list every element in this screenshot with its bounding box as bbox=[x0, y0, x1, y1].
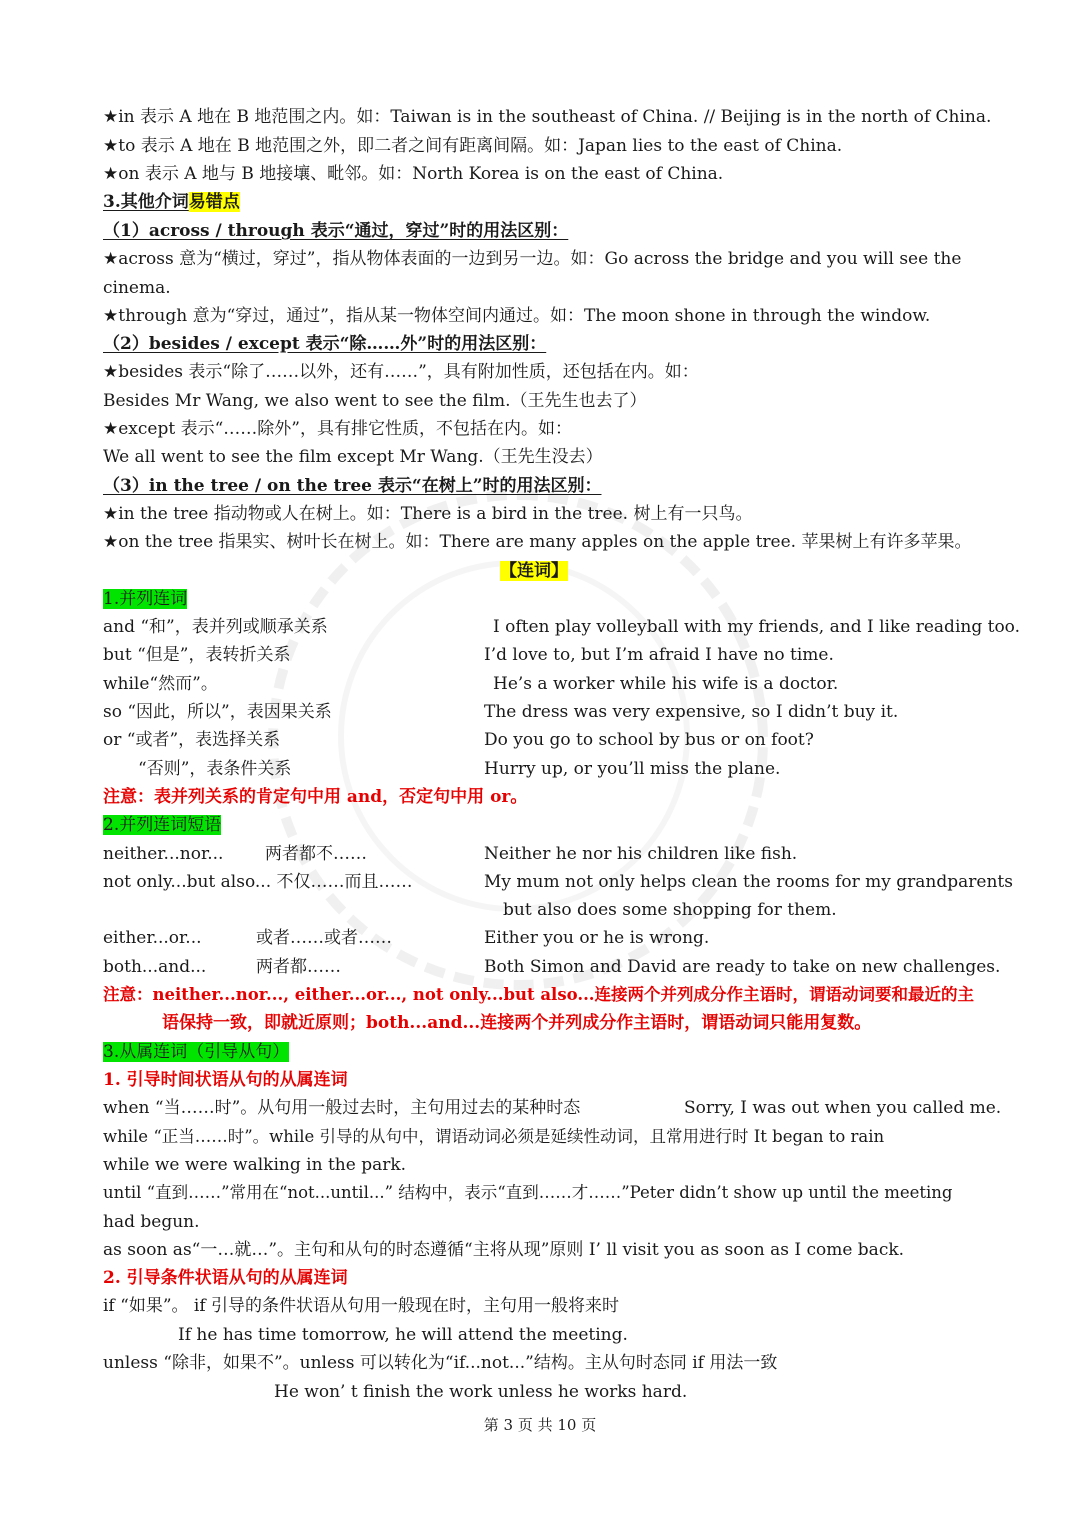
phrase-example: but also does some shopping for them. bbox=[503, 900, 837, 920]
text-line: ★in the tree 指动物或人在树上。如：There is a bird in the tree. 树上有一只鸟。 bbox=[103, 504, 753, 524]
text-line: as soon as“一…就…”。主句和从句的时态遵循“主将从现”原则 I’ ll visit you as soon as I come back. bbox=[103, 1240, 905, 1260]
text-line: when “当……时”。从句用一般过去时，主句用过去的某种时态 bbox=[103, 1098, 581, 1118]
phrase-row: either...or... bbox=[103, 928, 202, 948]
phrase-row: neither...nor... bbox=[103, 844, 224, 864]
text-example: Sorry, I was out when you called me. bbox=[684, 1098, 1002, 1118]
text-line: We all went to see the film except Mr Wang.（王先生没去） bbox=[103, 447, 603, 467]
phrase-example: My mum not only helps clean the rooms for my grandparents bbox=[484, 872, 1013, 892]
conj-row: or “或者”，表选择关系 bbox=[103, 730, 281, 750]
section-heading-3: 3.其他介词易错点 bbox=[103, 192, 240, 212]
text-line: until “直到……”常用在“not...until...” 结构中，表示“直到……才……”Peter didn’t show up until the meeting bbox=[103, 1183, 953, 1202]
phrase-example: Both Simon and David are ready to take on new challenges. bbox=[484, 957, 1001, 977]
subheading-across-through: （1）across / through 表示“通过，穿过”时的用法区别： bbox=[103, 221, 569, 241]
section-heading-2: 2.并列连词短语 bbox=[103, 815, 222, 835]
section-heading-3-sub: 3.从属连词（引导从句） bbox=[103, 1042, 290, 1062]
note-proximity-cont: 语保持一致，即就近原则；both...and...连接两个并列成分作主语时，谓语动词只能用复数。 bbox=[162, 1013, 872, 1033]
text-line: ★except 表示“……除外”，具有排它性质，不包括在内。如： bbox=[103, 419, 572, 439]
text-line: unless “除非，如果不”。unless 可以转化为“if...not...”结构。主从句时态同 if 用法一致 bbox=[103, 1353, 778, 1373]
text-line: ★besides 表示“除了……以外，还有……”，具有附加性质，还包括在内。如： bbox=[103, 362, 699, 382]
phrase-example: Either you or he is wrong. bbox=[484, 928, 710, 948]
phrase-meaning: 或者……或者…… bbox=[256, 928, 392, 948]
center-title: 【连词】 bbox=[500, 561, 568, 581]
text-line: ★across 意为“横过，穿过”，指从物体表面的一边到另一边。如：Go across the bridge and you will see the bbox=[103, 249, 962, 269]
note-and-or: 注意：表并列关系的肯定句中用 and，否定句中用 or。 bbox=[103, 787, 528, 807]
conj-row: “否则”，表条件关系 bbox=[138, 759, 292, 779]
text-line: Besides Mr Wang, we also went to see the film.（王先生也去了） bbox=[103, 391, 647, 411]
text-line: ★through 意为“穿过，通过”，指从某一物体空间内通过。如：The moon shone in through the window. bbox=[103, 306, 931, 326]
text-line: ★on the tree 指果实、树叶长在树上。如：There are many apples on the apple tree. 苹果树上有许多苹果。 bbox=[103, 532, 972, 552]
text-example: He won’ t finish the work unless he works hard. bbox=[274, 1382, 688, 1402]
note-proximity: 注意：neither...nor..., either...or..., not only...but also...连接两个并列成分作主语时，谓语动词要和最近的主 bbox=[103, 985, 975, 1004]
subsection-condition: 2. 引导条件状语从句的从属连词 bbox=[103, 1268, 348, 1288]
text-line: had begun. bbox=[103, 1212, 200, 1232]
conj-row: so “因此，所以”，表因果关系 bbox=[103, 702, 332, 722]
conj-example: Hurry up, or you’ll miss the plane. bbox=[484, 759, 781, 779]
conj-example: The dress was very expensive, so I didn’t buy it. bbox=[484, 702, 899, 722]
subheading-in-on-tree: （3）in the tree / on the tree 表示“在树上”时的用法区别： bbox=[103, 476, 602, 496]
section-heading-1: 1.并列连词 bbox=[103, 589, 188, 609]
conj-example: I often play volleyball with my friends, and I like reading too. bbox=[493, 617, 1021, 637]
phrase-example: Neither he nor his children like fish. bbox=[484, 844, 798, 864]
text-line: cinema. bbox=[103, 278, 171, 298]
subsection-time: 1. 引导时间状语从句的从属连词 bbox=[103, 1070, 348, 1090]
page-footer: 第 3 页 共 10 页 bbox=[483, 1416, 597, 1434]
text-line: ★to 表示 A 地在 B 地范围之外，即二者之间有距离间隔。如：Japan lies to the east of China. bbox=[103, 136, 843, 156]
text-line: ★on 表示 A 地与 B 地接壤、毗邻。如：North Korea is on the east of China. bbox=[103, 164, 724, 184]
phrase-meaning: 两者都不…… bbox=[265, 844, 367, 864]
conj-example: Do you go to school by bus or on foot? bbox=[484, 730, 814, 750]
conj-example: He’s a worker while his wife is a doctor. bbox=[493, 674, 839, 694]
text-line: while we were walking in the park. bbox=[103, 1155, 407, 1175]
subheading-besides-except: （2）besides / except 表示“除……外”时的用法区别： bbox=[103, 334, 547, 354]
conj-example: I’d love to, but I’m afraid I have no time. bbox=[484, 645, 834, 665]
conj-row: while“然而”。 bbox=[103, 674, 218, 694]
phrase-row: not only...but also... 不仅……而且…… bbox=[103, 872, 413, 892]
conj-row: and “和”，表并列或顺承关系 bbox=[103, 617, 328, 637]
phrase-row: both...and... bbox=[103, 957, 207, 977]
text-line: while “正当……时”。while 引导的从句中，谓语动词必须是延续性动词，且常用进行时 It began to rain bbox=[103, 1127, 885, 1146]
text-line: ★in 表示 A 地在 B 地范围之内。如：Taiwan is in the southeast of China. // Beijing is in the north of China. bbox=[103, 107, 992, 127]
phrase-meaning: 两者都…… bbox=[256, 957, 341, 977]
conj-row: but “但是”，表转折关系 bbox=[103, 645, 291, 665]
text-example: If he has time tomorrow, he will attend the meeting. bbox=[178, 1325, 628, 1345]
text-line: if “如果”。 if 引导的条件状语从句用一般现在时，主句用一般将来时 bbox=[103, 1296, 620, 1316]
